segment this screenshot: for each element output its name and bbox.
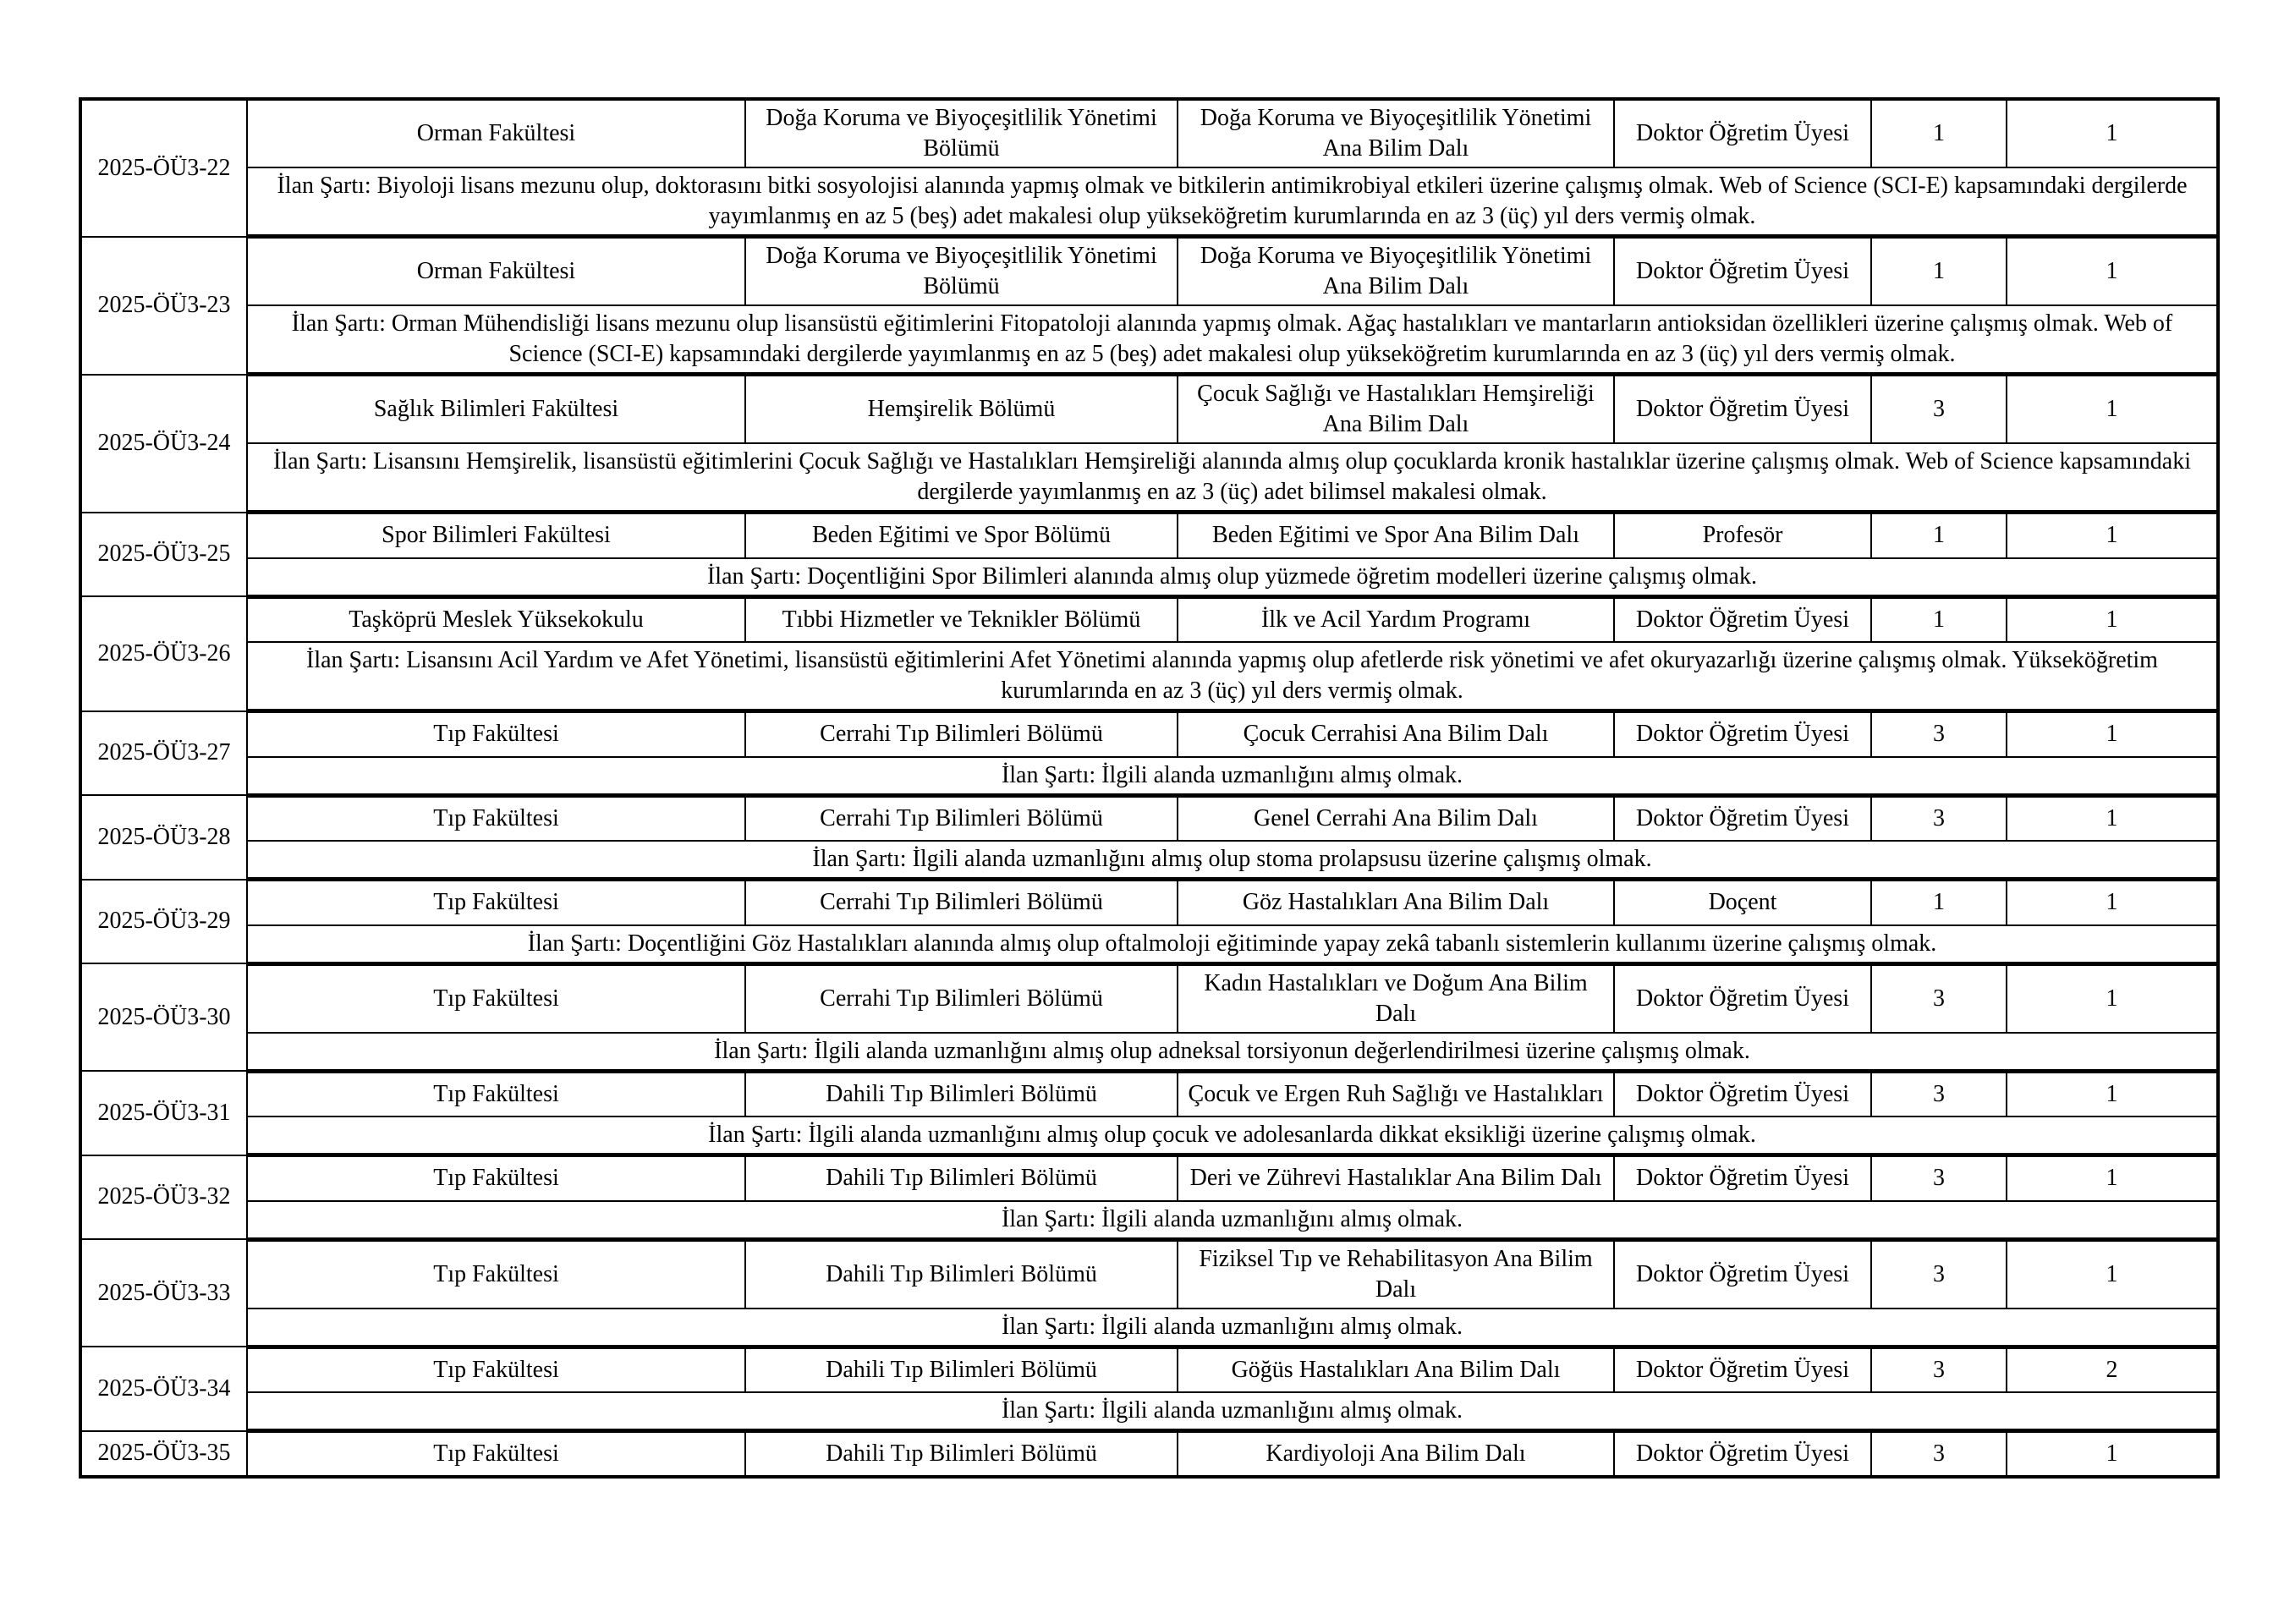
title-cell: Doktor Öğretim Üyesi xyxy=(1614,711,1871,757)
requirement-cell: İlan Şartı: İlgili alanda uzmanlığını almış olmak. xyxy=(247,757,2218,796)
faculty-cell: Tıp Fakültesi xyxy=(247,1239,745,1309)
faculty-cell: Orman Fakültesi xyxy=(247,99,745,167)
title-cell: Doktor Öğretim Üyesi xyxy=(1614,963,1871,1033)
degree-cell: 3 xyxy=(1871,1431,2007,1477)
title-cell: Doktor Öğretim Üyesi xyxy=(1614,375,1871,444)
posting-code-cell: 2025-ÖÜ3-35 xyxy=(80,1431,247,1477)
program-cell: Kardiyoloji Ana Bilim Dalı xyxy=(1178,1431,1614,1477)
count-cell: 1 xyxy=(2007,237,2218,306)
posting-row xyxy=(80,1071,2218,1116)
department-cell: Doğa Koruma ve Biyoçeşitlilik Yönetimi Bölümü xyxy=(745,99,1178,167)
faculty-cell: Sağlık Bilimleri Fakültesi xyxy=(247,375,745,444)
posting-row xyxy=(80,1347,2218,1392)
title-cell: Doktor Öğretim Üyesi xyxy=(1614,1431,1871,1477)
count-cell: 1 xyxy=(2007,1155,2218,1201)
count-cell: 1 xyxy=(2007,1071,2218,1116)
title-cell: Doktor Öğretim Üyesi xyxy=(1614,1071,1871,1116)
degree-cell: 1 xyxy=(1871,237,2007,306)
department-cell: Hemşirelik Bölümü xyxy=(745,375,1178,444)
faculty-cell: Tıp Fakültesi xyxy=(247,795,745,841)
degree-cell: 3 xyxy=(1871,963,2007,1033)
requirement-cell: İlan Şartı: Doçentliğini Göz Hastalıkları alanında almış olup oftalmoloji eğitiminde yapay zekâ tabanlı sistemlerin kullanımı üzerine çalışmış olmak. xyxy=(247,925,2218,964)
requirement-cell: İlan Şartı: İlgili alanda uzmanlığını almış olmak. xyxy=(247,1392,2218,1431)
department-cell: Cerrahi Tıp Bilimleri Bölümü xyxy=(745,711,1178,757)
requirement-cell: İlan Şartı: Lisansını Hemşirelik, lisansüstü eğitimlerini Çocuk Sağlığı ve Hastalıkları Hemşireliği alanında almış olup çocuklarda kronik hastalıklar üzerine çalışmış olmak. Web of Science kapsamındaki dergilerde yayımlanmış en az 3 (üç) adet bilimsel makalesi olmak. xyxy=(247,443,2218,513)
program-cell: Doğa Koruma ve Biyoçeşitlilik Yönetimi Ana Bilim Dalı xyxy=(1178,237,1614,306)
posting-row xyxy=(80,1155,2218,1201)
faculty-cell: Taşköprü Meslek Yüksekokulu xyxy=(247,596,745,642)
department-cell: Dahili Tıp Bilimleri Bölümü xyxy=(745,1431,1178,1477)
program-cell: Göğüs Hastalıkları Ana Bilim Dalı xyxy=(1178,1347,1614,1392)
program-cell: Deri ve Zührevi Hastalıklar Ana Bilim Dalı xyxy=(1178,1155,1614,1201)
degree-cell: 3 xyxy=(1871,1347,2007,1392)
posting-code-cell: 2025-ÖÜ3-26 xyxy=(80,596,247,711)
requirement-cell: İlan Şartı: İlgili alanda uzmanlığını almış olup stoma prolapsusu üzerine çalışmış olmak. xyxy=(247,841,2218,880)
department-cell: Dahili Tıp Bilimleri Bölümü xyxy=(745,1347,1178,1392)
department-cell: Dahili Tıp Bilimleri Bölümü xyxy=(745,1239,1178,1309)
requirement-row xyxy=(80,305,2218,375)
count-cell: 1 xyxy=(2007,513,2218,558)
department-cell: Beden Eğitimi ve Spor Bölümü xyxy=(745,513,1178,558)
degree-cell: 3 xyxy=(1871,795,2007,841)
degree-cell: 1 xyxy=(1871,513,2007,558)
requirement-row xyxy=(80,1033,2218,1072)
document-sheet xyxy=(79,97,2220,1479)
requirement-row xyxy=(80,1116,2218,1155)
requirement-row xyxy=(80,757,2218,796)
title-cell: Doktor Öğretim Üyesi xyxy=(1614,1155,1871,1201)
count-cell: 1 xyxy=(2007,880,2218,925)
posting-row xyxy=(80,375,2218,444)
requirement-cell: İlan Şartı: Doçentliğini Spor Bilimleri alanında almış olup yüzmede öğretim modelleri üzerine çalışmış olmak. xyxy=(247,558,2218,597)
department-cell: Doğa Koruma ve Biyoçeşitlilik Yönetimi Bölümü xyxy=(745,237,1178,306)
department-cell: Cerrahi Tıp Bilimleri Bölümü xyxy=(745,963,1178,1033)
faculty-cell: Tıp Fakültesi xyxy=(247,880,745,925)
posting-code-cell: 2025-ÖÜ3-33 xyxy=(80,1239,247,1347)
title-cell: Doktor Öğretim Üyesi xyxy=(1614,596,1871,642)
requirement-cell: İlan Şartı: Orman Mühendisliği lisans mezunu olup lisansüstü eğitimlerini Fitopatoloji alanında yapmış olmak. Ağaç hastalıkları ve mantarların antioksidan özellikleri üzerine çalışmış olmak. Web of Science (SCI-E) kapsamındaki dergilerde yayımlanmış en az 5 (beş) adet makalesi olup yükseköğretim kurumlarında en az 3 (üç) yıl ders vermiş olmak. xyxy=(247,305,2218,375)
count-cell: 1 xyxy=(2007,1431,2218,1477)
count-cell: 1 xyxy=(2007,711,2218,757)
requirement-row xyxy=(80,1201,2218,1240)
posting-code-cell: 2025-ÖÜ3-24 xyxy=(80,375,247,513)
program-cell: Kadın Hastalıkları ve Doğum Ana Bilim Dalı xyxy=(1178,963,1614,1033)
posting-row xyxy=(80,880,2218,925)
faculty-cell: Tıp Fakültesi xyxy=(247,1155,745,1201)
requirement-row xyxy=(80,1309,2218,1347)
posting-row xyxy=(80,237,2218,306)
title-cell: Doktor Öğretim Üyesi xyxy=(1614,237,1871,306)
degree-cell: 1 xyxy=(1871,880,2007,925)
program-cell: Genel Cerrahi Ana Bilim Dalı xyxy=(1178,795,1614,841)
degree-cell: 3 xyxy=(1871,375,2007,444)
faculty-cell: Tıp Fakültesi xyxy=(247,1431,745,1477)
posting-code-cell: 2025-ÖÜ3-28 xyxy=(80,795,247,880)
title-cell: Doktor Öğretim Üyesi xyxy=(1614,1239,1871,1309)
degree-cell: 1 xyxy=(1871,99,2007,167)
faculty-cell: Tıp Fakültesi xyxy=(247,711,745,757)
faculty-cell: Orman Fakültesi xyxy=(247,237,745,306)
department-cell: Dahili Tıp Bilimleri Bölümü xyxy=(745,1155,1178,1201)
program-cell: Çocuk ve Ergen Ruh Sağlığı ve Hastalıkları xyxy=(1178,1071,1614,1116)
degree-cell: 3 xyxy=(1871,1155,2007,1201)
count-cell: 2 xyxy=(2007,1347,2218,1392)
posting-row xyxy=(80,513,2218,558)
department-cell: Cerrahi Tıp Bilimleri Bölümü xyxy=(745,795,1178,841)
title-cell: Profesör xyxy=(1614,513,1871,558)
count-cell: 1 xyxy=(2007,99,2218,167)
requirement-row xyxy=(80,558,2218,597)
program-cell: Beden Eğitimi ve Spor Ana Bilim Dalı xyxy=(1178,513,1614,558)
faculty-cell: Tıp Fakültesi xyxy=(247,1071,745,1116)
posting-row xyxy=(80,711,2218,757)
count-cell: 1 xyxy=(2007,596,2218,642)
requirement-row xyxy=(80,167,2218,237)
count-cell: 1 xyxy=(2007,963,2218,1033)
posting-code-cell: 2025-ÖÜ3-34 xyxy=(80,1347,247,1431)
posting-code-cell: 2025-ÖÜ3-27 xyxy=(80,711,247,796)
posting-row xyxy=(80,1239,2218,1309)
program-cell: Göz Hastalıkları Ana Bilim Dalı xyxy=(1178,880,1614,925)
posting-code-cell: 2025-ÖÜ3-32 xyxy=(80,1155,247,1240)
count-cell: 1 xyxy=(2007,375,2218,444)
posting-row xyxy=(80,596,2218,642)
department-cell: Cerrahi Tıp Bilimleri Bölümü xyxy=(745,880,1178,925)
requirement-cell: İlan Şartı: İlgili alanda uzmanlığını almış olmak. xyxy=(247,1309,2218,1347)
posting-row xyxy=(80,99,2218,167)
requirement-row xyxy=(80,841,2218,880)
program-cell: Çocuk Sağlığı ve Hastalıkları Hemşireliği Ana Bilim Dalı xyxy=(1178,375,1614,444)
posting-code-cell: 2025-ÖÜ3-25 xyxy=(80,513,247,597)
program-cell: İlk ve Acil Yardım Programı xyxy=(1178,596,1614,642)
program-cell: Fiziksel Tıp ve Rehabilitasyon Ana Bilim Dalı xyxy=(1178,1239,1614,1309)
title-cell: Doçent xyxy=(1614,880,1871,925)
title-cell: Doktor Öğretim Üyesi xyxy=(1614,99,1871,167)
program-cell: Çocuk Cerrahisi Ana Bilim Dalı xyxy=(1178,711,1614,757)
requirement-row xyxy=(80,443,2218,513)
program-cell: Doğa Koruma ve Biyoçeşitlilik Yönetimi Ana Bilim Dalı xyxy=(1178,99,1614,167)
requirement-cell: İlan Şartı: Biyoloji lisans mezunu olup, doktorasını bitki sosyolojisi alanında yapmış olmak ve bitkilerin antimikrobiyal etkileri üzerine çalışmış olmak. Web of Science (SCI-E) kapsamındaki dergilerde yayımlanmış en az 5 (beş) adet makalesi olup yükseköğretim kurumlarında en az 3 (üç) yıl ders vermiş olmak. xyxy=(247,167,2218,237)
faculty-cell: Tıp Fakültesi xyxy=(247,963,745,1033)
count-cell: 1 xyxy=(2007,1239,2218,1309)
job-postings-table xyxy=(79,97,2220,1479)
requirement-row xyxy=(80,642,2218,711)
title-cell: Doktor Öğretim Üyesi xyxy=(1614,1347,1871,1392)
requirement-row xyxy=(80,925,2218,964)
degree-cell: 1 xyxy=(1871,596,2007,642)
posting-row xyxy=(80,1431,2218,1477)
faculty-cell: Spor Bilimleri Fakültesi xyxy=(247,513,745,558)
title-cell: Doktor Öğretim Üyesi xyxy=(1614,795,1871,841)
posting-code-cell: 2025-ÖÜ3-22 xyxy=(80,99,247,237)
degree-cell: 3 xyxy=(1871,711,2007,757)
posting-code-cell: 2025-ÖÜ3-31 xyxy=(80,1071,247,1155)
posting-row xyxy=(80,963,2218,1033)
posting-code-cell: 2025-ÖÜ3-23 xyxy=(80,237,247,375)
department-cell: Tıbbi Hizmetler ve Teknikler Bölümü xyxy=(745,596,1178,642)
table-body xyxy=(80,99,2218,1477)
requirement-cell: İlan Şartı: Lisansını Acil Yardım ve Afet Yönetimi, lisansüstü eğitimlerini Afet Yönetimi alanında yapmış olup afetlerde risk yönetimi ve afet okuryazarlığı üzerine çalışmış olmak. Yükseköğretim kurumlarında en az 3 (üç) yıl ders vermiş olmak. xyxy=(247,642,2218,711)
posting-code-cell: 2025-ÖÜ3-29 xyxy=(80,880,247,964)
requirement-row xyxy=(80,1392,2218,1431)
department-cell: Dahili Tıp Bilimleri Bölümü xyxy=(745,1071,1178,1116)
count-cell: 1 xyxy=(2007,795,2218,841)
requirement-cell: İlan Şartı: İlgili alanda uzmanlığını almış olmak. xyxy=(247,1201,2218,1240)
posting-code-cell: 2025-ÖÜ3-30 xyxy=(80,963,247,1071)
requirement-cell: İlan Şartı: İlgili alanda uzmanlığını almış olup çocuk ve adolesanlarda dikkat eksikliği üzerine çalışmış olmak. xyxy=(247,1116,2218,1155)
faculty-cell: Tıp Fakültesi xyxy=(247,1347,745,1392)
requirement-cell: İlan Şartı: İlgili alanda uzmanlığını almış olup adneksal torsiyonun değerlendirilmesi üzerine çalışmış olmak. xyxy=(247,1033,2218,1072)
posting-row xyxy=(80,795,2218,841)
degree-cell: 3 xyxy=(1871,1071,2007,1116)
degree-cell: 3 xyxy=(1871,1239,2007,1309)
